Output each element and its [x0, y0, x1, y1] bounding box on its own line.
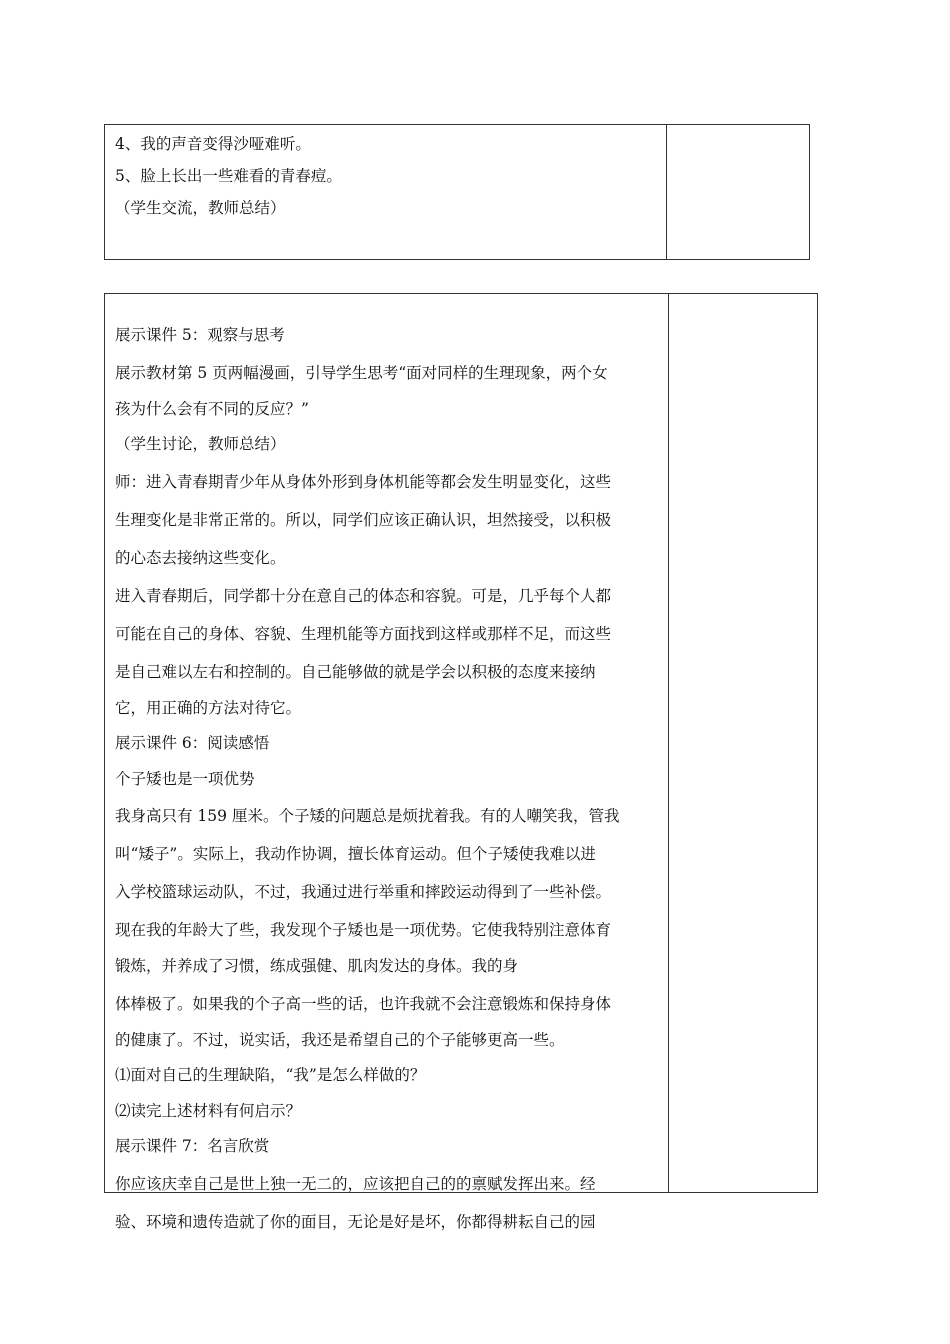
text-line: （学生交流，教师总结） — [115, 199, 286, 217]
text-line: 孩为什么会有不同的反应？” — [115, 399, 309, 418]
text-line: 它，用正确的方法对待它。 — [115, 698, 302, 717]
lesson-table-main — [104, 293, 818, 1231]
text-line: 5、脸上长出一些难看的青春痘。 — [115, 167, 342, 185]
section-heading: 展示课件 7：名言欣赏 — [115, 1137, 270, 1155]
text-line: 你应该庆幸自己是世上独一无二的，应该把自己的的禀赋发挥出来。经 — [115, 1174, 596, 1193]
text-line: （学生讨论，教师总结） — [115, 435, 286, 453]
text-line: 的心态去接纳这些变化。 — [115, 548, 286, 567]
question-line: ⑵读完上述材料有何启示？ — [115, 1101, 302, 1120]
section-heading: 展示课件 6：阅读感悟 — [115, 734, 270, 752]
text-line: 生理变化是非常正常的。所以，同学们应该正确认识，坦然接受，以积极 — [115, 510, 612, 529]
column-divider — [666, 125, 667, 259]
content-cell — [115, 128, 663, 224]
text-line: 的健康了。不过，说实话，我还是希望自己的个子能够更高一些。 — [115, 1030, 565, 1049]
lesson-table-top — [104, 124, 810, 260]
text-line: 现在我的年龄大了些，我发现个子矮也是一项优势。它使我特别注意体育 — [115, 921, 612, 939]
text-line: 锻炼，并养成了习惯，练成强健、肌肉发达的身体。我的身 — [115, 957, 519, 975]
story-title: 个子矮也是一项优势 — [115, 769, 255, 788]
text-line: 体棒极了。如果我的个子高一些的话，也许我就不会注意锻炼和保持身体 — [115, 994, 612, 1013]
text-line: 验、环境和遗传造就了你的面目，无论是好是坏，你都得耕耘自己的园 — [115, 1212, 596, 1231]
content-cell — [115, 318, 663, 1241]
text-line: 可能在自己的身体、容貌、生理机能等方面找到这样或那样不足，而这些 — [115, 624, 612, 643]
section-heading: 展示课件 5：观察与思考 — [115, 326, 285, 344]
text-line: 是自己难以左右和控制的。自己能够做的就是学会以积极的态度来接纳 — [115, 662, 596, 681]
text-line: 叫“矮子”。实际上，我动作协调，擅长体育运动。但个子矮使我难以进 — [115, 845, 596, 863]
column-divider — [668, 294, 669, 1192]
text-line: 入学校篮球运动队，不过，我通过进行举重和摔跤运动得到了一些补偿。 — [115, 883, 612, 901]
text-line: 师：进入青春期青少年从身体外形到身体机能等都会发生明显变化，这些 — [115, 472, 612, 491]
text-line: 进入青春期后，同学都十分在意自己的体态和容貌。可是，几乎每个人都 — [115, 586, 612, 605]
text-line: 4、我的声音变得沙哑难听。 — [115, 135, 311, 153]
text-line: 展示教材第 5 页两幅漫画，引导学生思考“面对同样的生理现象，两个女 — [115, 363, 608, 382]
text-line: 我身高只有 159 厘米。个子矮的问题总是烦扰着我。有的人嘲笑我，管我 — [115, 807, 620, 825]
question-line: ⑴面对自己的生理缺陷，“我”是怎么样做的？ — [115, 1066, 426, 1084]
